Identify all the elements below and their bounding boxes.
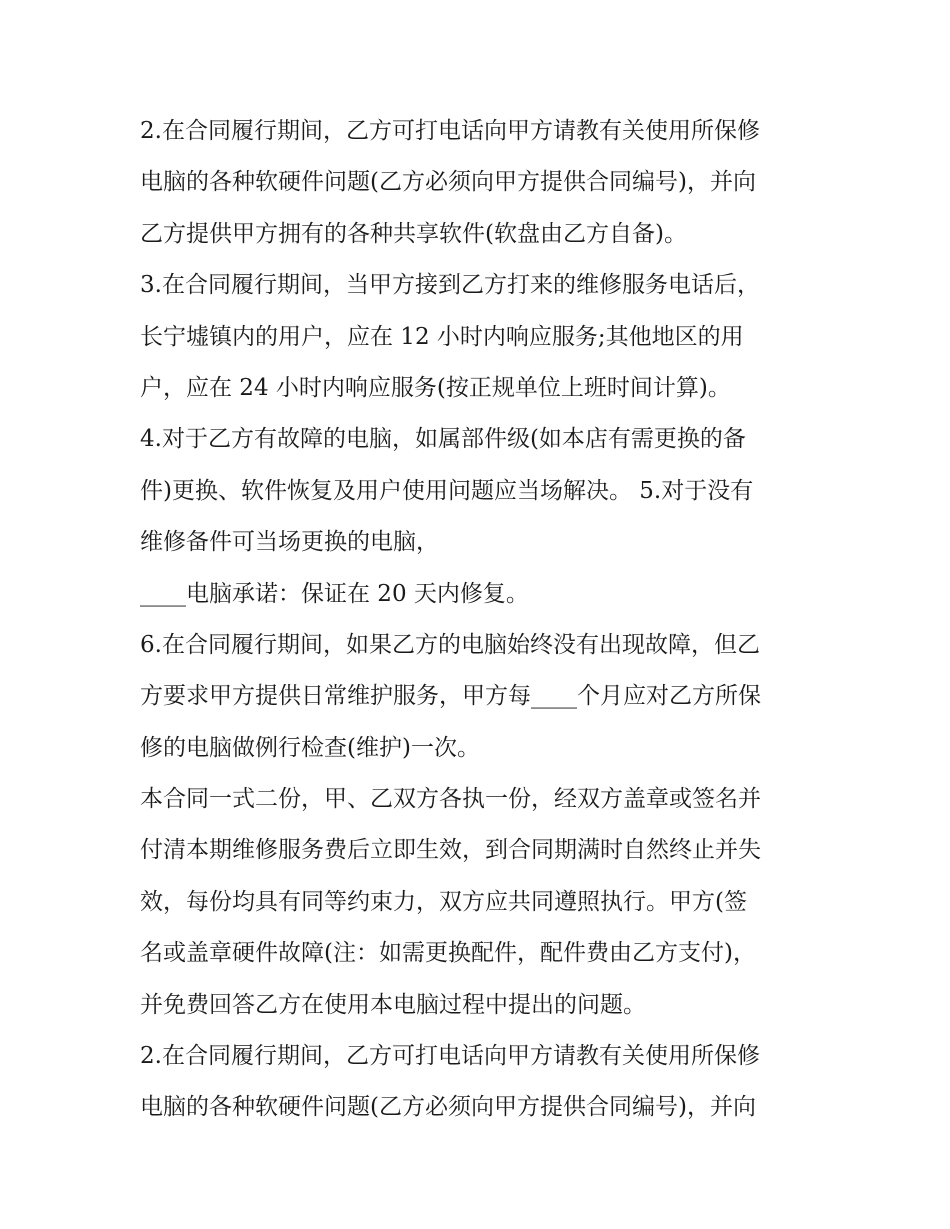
text-line: 长宁墟镇内的用户，应在 12 小时内响应服务;其他地区的用 [140, 323, 744, 350]
text-line: 乙方提供甲方拥有的各种共享软件(软盘由乙方自备)。 [140, 220, 687, 247]
text-line: 4.对于乙方有故障的电脑，如属部件级(如本店有需更换的备 [140, 426, 746, 453]
text-line: 修的电脑做例行检查(维护)一次。 [140, 734, 480, 761]
text-line: 效，每份均具有同等约束力，双方应共同遵照执行。甲方(签 [140, 888, 747, 915]
contract-text [140, 106, 820, 1134]
text-line: 户，应在 24 小时内响应服务(按正规单位上班时间计算)。 [140, 374, 731, 401]
text-line: 方要求甲方提供日常维护服务，甲方每____个月应对乙方所保 [140, 683, 761, 710]
text-line: 名或盖章硬件故障(注：如需更换配件，配件费由乙方支付)， [140, 940, 756, 967]
text-line: 维修备件可当场更换的电脑， [140, 529, 439, 556]
text-line: 电脑的各种软硬件问题(乙方必须向甲方提供合同编号)，并向 [140, 1094, 756, 1121]
text-line: 本合同一式二份，甲、乙双方各执一份，经双方盖章或签名并 [140, 786, 761, 813]
text-line: ____电脑承诺：保证在 20 天内修复。 [140, 580, 529, 607]
text-line: 电脑的各种软硬件问题(乙方必须向甲方提供合同编号)，并向 [140, 169, 756, 196]
text-line: 件)更换、软件恢复及用户使用问题应当场解决。 5.对于没有 [140, 477, 754, 504]
text-line: 3.在合同履行期间，当甲方接到乙方打来的维修服务电话后， [140, 272, 760, 299]
text-line: 并免费回答乙方在使用本电脑过程中提出的问题。 [140, 991, 646, 1018]
text-line: 2.在合同履行期间，乙方可打电话向甲方请教有关使用所保修 [140, 118, 760, 144]
text-line: 6.在合同履行期间，如果乙方的电脑始终没有出现故障，但乙 [140, 631, 760, 658]
text-line: 付清本期维修服务费后立即生效，到合同期满时自然终止并失 [140, 837, 761, 864]
text-line: 2.在合同履行期间，乙方可打电话向甲方请教有关使用所保修 [140, 1043, 760, 1070]
